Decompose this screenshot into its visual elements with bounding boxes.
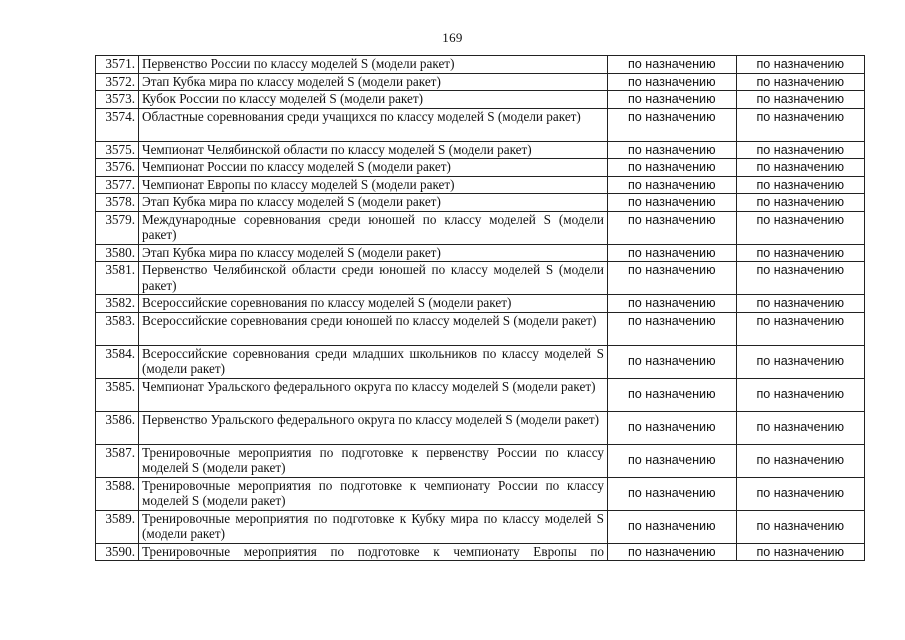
table-row: [96, 510, 865, 543]
value-text: по назначению: [627, 195, 716, 209]
table-row: [96, 477, 865, 510]
row-number: 3588.: [96, 477, 139, 510]
value-cell: [736, 295, 865, 313]
value-cell: [736, 211, 865, 244]
table-row: [96, 411, 865, 444]
event-name: Тренировочные мероприятия по подготовке к первенству России по классу моделей S (модели ракет): [139, 444, 608, 477]
value-cell: [736, 194, 865, 212]
value-text: по назначению: [756, 142, 845, 157]
value-text: по назначению: [627, 263, 716, 277]
table-row: [96, 444, 865, 477]
table-row: [96, 244, 865, 262]
value-cell: [736, 141, 865, 159]
value-cell: [736, 244, 865, 262]
value-text: по назначению: [627, 387, 716, 402]
value-text: по назначению: [756, 92, 845, 106]
value-text: по назначению: [627, 109, 716, 124]
value-cell: [736, 378, 865, 411]
event-name: Тренировочные мероприятия по подготовке к чемпионату России по классу моделей S (модели ракет): [139, 477, 608, 510]
row-number: 3577.: [96, 176, 139, 194]
value-cell: [736, 262, 865, 295]
value-cell: [608, 91, 737, 109]
value-cell: [736, 510, 865, 543]
value-cell: [608, 312, 737, 345]
value-cell: [608, 211, 737, 244]
event-name: Этап Кубка мира по классу моделей S (модели ракет): [139, 244, 608, 262]
event-name: Всероссийские соревнования среди младших школьников по классу моделей S (модели ракет): [139, 345, 608, 378]
value-text: по назначению: [756, 263, 845, 277]
event-name: Чемпионат Челябинской области по классу моделей S (модели ракет): [139, 141, 608, 159]
value-cell: [736, 345, 865, 378]
value-text: по назначению: [627, 74, 716, 89]
event-name: Всероссийские соревнования по классу моделей S (модели ракет): [139, 295, 608, 313]
event-name: Чемпионат Уральского федерального округа по классу моделей S (модели ракет): [139, 378, 608, 411]
value-text: по назначению: [627, 245, 716, 260]
value-cell: [736, 108, 865, 141]
row-number: 3580.: [96, 244, 139, 262]
event-name: Всероссийские соревнования среди юношей по классу моделей S (модели ракет): [139, 312, 608, 345]
value-cell: [736, 312, 865, 345]
event-name: Областные соревнования среди учащихся по классу моделей S (модели ракет): [139, 108, 608, 141]
table-row: [96, 543, 865, 561]
event-name: Первенство Уральского федерального округа по классу моделей S (модели ракет): [139, 411, 608, 444]
value-cell: [736, 91, 865, 109]
row-number: 3584.: [96, 345, 139, 378]
value-text: по назначению: [756, 195, 845, 209]
row-number: 3589.: [96, 510, 139, 543]
event-name: Первенство Челябинской области среди юношей по классу моделей S (модели ракет): [139, 262, 608, 295]
table-row: [96, 312, 865, 345]
row-number: 3573.: [96, 91, 139, 109]
event-name: Международные соревнования среди юношей по классу моделей S (модели ракет): [139, 211, 608, 244]
value-text: по назначению: [756, 160, 845, 174]
value-text: по назначению: [627, 354, 716, 369]
value-cell: [736, 543, 865, 561]
value-text: по назначению: [627, 486, 716, 501]
row-number: 3579.: [96, 211, 139, 244]
value-text: по назначению: [627, 544, 716, 559]
table-row: [96, 211, 865, 244]
value-cell: [736, 176, 865, 194]
row-number: 3587.: [96, 444, 139, 477]
row-number: 3572.: [96, 73, 139, 91]
row-number: 3581.: [96, 262, 139, 295]
table-row: [96, 194, 865, 212]
value-text: по назначению: [627, 92, 716, 106]
table-row: [96, 345, 865, 378]
table-row: [96, 262, 865, 295]
value-text: по назначению: [756, 313, 845, 328]
value-text: по назначению: [627, 296, 716, 310]
value-cell: [608, 477, 737, 510]
value-cell: [736, 56, 865, 74]
value-text: по назначению: [756, 519, 845, 534]
value-cell: [608, 56, 737, 74]
table-row: [96, 91, 865, 109]
table-row: [96, 141, 865, 159]
table-row: [96, 176, 865, 194]
value-cell: [608, 108, 737, 141]
value-cell: [608, 345, 737, 378]
value-cell: [608, 159, 737, 177]
value-text: по назначению: [756, 57, 845, 71]
value-cell: [736, 411, 865, 444]
value-cell: [608, 262, 737, 295]
value-cell: [736, 73, 865, 91]
value-cell: [608, 444, 737, 477]
value-text: по назначению: [756, 177, 845, 192]
value-cell: [608, 194, 737, 212]
row-number: 3576.: [96, 159, 139, 177]
page-number: 169: [442, 30, 463, 45]
value-text: по назначению: [627, 57, 716, 71]
value-text: по назначению: [627, 160, 716, 174]
value-text: по назначению: [627, 177, 716, 192]
value-text: по назначению: [756, 486, 845, 501]
value-text: по назначению: [756, 245, 845, 260]
value-cell: [736, 477, 865, 510]
row-number: 3586.: [96, 411, 139, 444]
value-text: по назначению: [627, 420, 716, 435]
value-text: по назначению: [756, 544, 845, 559]
table-row: [96, 378, 865, 411]
value-text: по назначению: [756, 420, 845, 435]
value-text: по назначению: [756, 212, 845, 227]
table-row: [96, 108, 865, 141]
row-number: 3578.: [96, 194, 139, 212]
event-name: Этап Кубка мира по классу моделей S (модели ракет): [139, 194, 608, 212]
events-table: [95, 55, 865, 561]
value-cell: [608, 543, 737, 561]
value-text: по назначению: [756, 387, 845, 402]
value-text: по назначению: [756, 354, 845, 369]
value-cell: [608, 73, 737, 91]
value-cell: [736, 159, 865, 177]
event-name: Чемпионат России по классу моделей S (модели ракет): [139, 159, 608, 177]
value-text: по назначению: [627, 453, 716, 468]
row-number: 3575.: [96, 141, 139, 159]
event-name: Этап Кубка мира по классу моделей S (модели ракет): [139, 73, 608, 91]
event-name: Кубок России по классу моделей S (модели ракет): [139, 91, 608, 109]
row-number: 3583.: [96, 312, 139, 345]
value-cell: [608, 411, 737, 444]
value-cell: [608, 176, 737, 194]
value-cell: [736, 444, 865, 477]
value-text: по назначению: [627, 212, 716, 227]
value-text: по назначению: [756, 74, 845, 89]
value-cell: [608, 141, 737, 159]
value-text: по назначению: [756, 453, 845, 468]
value-text: по назначению: [627, 142, 716, 157]
value-cell: [608, 510, 737, 543]
event-name: Чемпионат Европы по классу моделей S (модели ракет): [139, 176, 608, 194]
value-cell: [608, 244, 737, 262]
event-name: Первенство России по классу моделей S (модели ракет): [139, 56, 608, 74]
table-row: [96, 159, 865, 177]
value-text: по назначению: [627, 519, 716, 534]
value-text: по назначению: [756, 109, 845, 124]
row-number: 3582.: [96, 295, 139, 313]
table-row: [96, 295, 865, 313]
event-name: Тренировочные мероприятия по подготовке к чемпионату Европы по: [139, 543, 608, 561]
event-name: Тренировочные мероприятия по подготовке к Кубку мира по классу моделей S (модели ракет): [139, 510, 608, 543]
row-number: 3574.: [96, 108, 139, 141]
value-text: по назначению: [627, 313, 716, 328]
row-number: 3590.: [96, 543, 139, 561]
value-cell: [608, 295, 737, 313]
table-row: [96, 56, 865, 74]
table-row: [96, 73, 865, 91]
row-number: 3585.: [96, 378, 139, 411]
value-text: по назначению: [756, 296, 845, 310]
row-number: 3571.: [96, 56, 139, 74]
value-cell: [608, 378, 737, 411]
